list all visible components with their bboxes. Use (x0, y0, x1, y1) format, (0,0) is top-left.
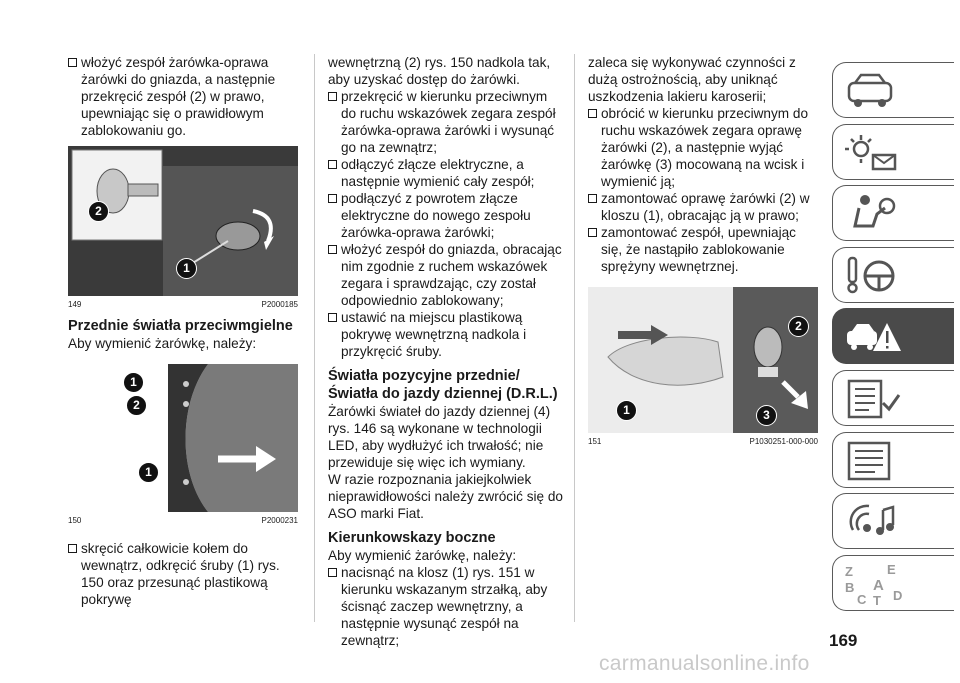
wheel-arch-illustration (68, 364, 298, 512)
figure-code: P2000185 (261, 300, 298, 309)
index-letter: T (873, 593, 881, 606)
instruction-step: podłączyć z powrotem złącze elektryczne do nowego zespołu żarówka-oprawa żarówki; (328, 190, 564, 241)
section-heading: Światła pozycyjne przednie/Światła do jazdy dziennej (D.R.L.) (328, 368, 558, 402)
figure-number: 151 (588, 437, 602, 446)
chapter-tab-driving[interactable] (832, 247, 954, 303)
instruction-step: obrócić w kierunku przeciwnym do ruchu wskazówek zegara oprawę żarówki (2), a następnie wyjąć żarówkę (3) mocowaną na wcisk i wymienić ją; (588, 105, 818, 190)
chapter-tab-emergency[interactable] (832, 308, 954, 364)
column-3 (588, 54, 818, 447)
figure-151 (588, 287, 818, 433)
chapter-tab-index[interactable] (832, 555, 954, 611)
continued-text: wewnętrzną (2) rys. 150 nadkola tak, aby uzyskać dostęp do żarówki. (328, 55, 551, 87)
car-warning-emergency-icon (843, 315, 903, 359)
instruction-step: przekręcić w kierunku przeciwnym do ruchu wskazówek zegara zespół żarówka-oprawa żarówki i wysunąć go na zewnątrz; (328, 88, 564, 156)
section-intro: Aby wymienić żarówkę, należy: (68, 336, 257, 351)
page-number: 169 (829, 631, 858, 650)
index-alphabet-icon (843, 562, 943, 606)
figure-caption (588, 436, 818, 447)
instruction-step: nacisnąć na klosz (1) rys. 151 w kierunku wskazanym strzałką, aby ścisnąć zaczep wewnętrzny, a następnie wysunąć zespół na zewnątrz; (328, 564, 564, 649)
callout-2: 2 (788, 316, 809, 337)
callout-1: 1 (123, 372, 144, 393)
callout-1: 1 (616, 400, 637, 421)
callout-2: 2 (126, 395, 147, 416)
body-text: Żarówki świateł do jazdy dziennej (4) rys. 146 są wykonane w technologii LED, aby wydłużyć ich trwałość; nie przewiduje się więc ich wymiany. (328, 404, 551, 470)
figure-code: P2000231 (261, 516, 298, 525)
callout-1: 1 (176, 258, 197, 279)
multimedia-music-icon (843, 500, 903, 544)
column-divider (574, 54, 575, 622)
figure-number: 149 (68, 300, 82, 309)
index-letter: C (857, 592, 867, 606)
chapter-tab-multimedia[interactable] (832, 493, 954, 549)
section-heading: Przednie światła przeciwmgielne (68, 318, 293, 334)
figure-149 (68, 146, 298, 296)
car-dashboard-icon (843, 69, 903, 113)
maintenance-checklist-icon (843, 377, 903, 421)
instruction-step: włożyć zespół do gniazda, obracając nim zgodnie z ruchem wskazówek zegara i sprawdzając, czy został odpowiednio zablokowany; (328, 241, 564, 309)
instruction-step: zamontować oprawę żarówki (2) w kloszu (1), obracając ją w prawo; (588, 190, 818, 224)
index-letter: E (887, 562, 896, 577)
figure-caption (68, 515, 298, 526)
instruction-step: włożyć zespół żarówka-oprawa żarówki do gniazda, a następnie przekręcić zespół (2) w prawo, upewniając się o prawidłowym zablokowaniu go. (68, 54, 298, 139)
body-text: W razie rozpoznania jakiejkolwiek nieprawidłowości należy zwrócić się do ASO marki Fiat. (328, 472, 563, 521)
index-letter: Z (845, 564, 853, 579)
column-2 (328, 54, 564, 649)
figure-150 (68, 364, 298, 512)
chapter-tab-specifications[interactable] (832, 432, 954, 488)
figure-code: P1030251-000-000 (749, 437, 818, 446)
index-letter: A (873, 577, 884, 594)
callout-3: 3 (756, 405, 777, 426)
callout-1: 1 (138, 462, 159, 483)
callout-2: 2 (88, 201, 109, 222)
airbag-passenger-icon (843, 192, 903, 236)
index-letter: B (845, 580, 855, 595)
column-1 (68, 54, 298, 608)
instruction-step: zamontować zespół, upewniając się, że nastąpiło zablokowanie sprężyny wewnętrznej. (588, 224, 818, 275)
instruction-step: skręcić całkowicie kołem do wewnątrz, odkręcić śruby (1) rys. 150 oraz przesunąć plastikową pokrywę (68, 540, 298, 608)
figure-caption (68, 299, 298, 310)
chapter-tab-lights[interactable] (832, 124, 954, 180)
lights-mail-icon (843, 131, 903, 175)
section-heading: Kierunkowskazy boczne (328, 530, 496, 546)
chapter-tab-maintenance[interactable] (832, 370, 954, 426)
chapter-tab-safety[interactable] (832, 185, 954, 241)
chapter-tab-dashboard[interactable] (832, 62, 954, 118)
index-letter: D (893, 588, 903, 603)
car-specs-icon (843, 439, 903, 483)
instruction-step: odłączyć złącze elektryczne, a następnie wymienić cały zespół; (328, 156, 564, 190)
figure-number: 150 (68, 516, 82, 525)
instruction-step: ustawić na miejscu plastikową pokrywę wewnętrzną nadkola i przykręcić śruby. (328, 309, 564, 360)
watermark: carmanualsonline.info (599, 652, 810, 675)
column-divider (314, 54, 315, 622)
key-steering-wheel-icon (843, 254, 903, 298)
continued-text: zaleca się wykonywać czynności z dużą ostrożnością, aby uniknąć uszkodzenia lakieru karoserii; (588, 55, 796, 104)
section-intro: Aby wymienić żarówkę, należy: (328, 548, 517, 563)
